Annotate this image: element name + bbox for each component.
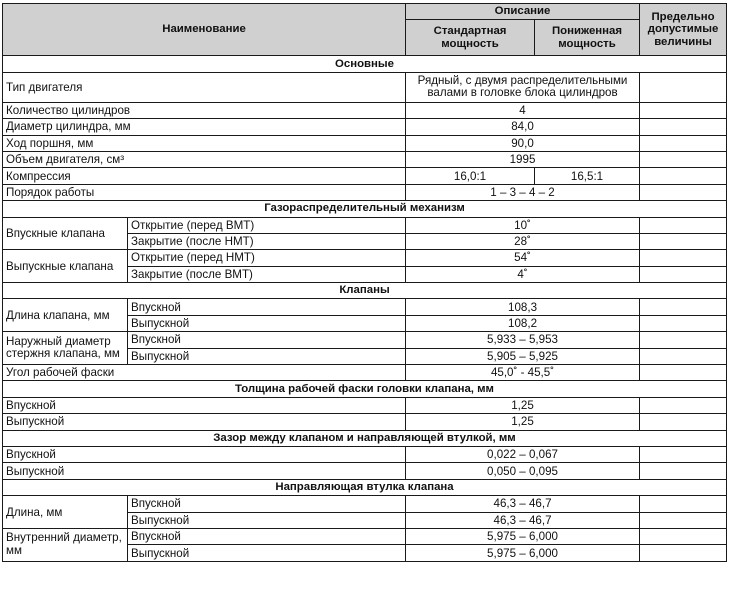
section-row xyxy=(3,430,727,446)
displacement-value: 1995 xyxy=(406,151,640,167)
header-reduced-power: Пониженная мощность xyxy=(535,20,640,56)
table-row xyxy=(3,135,727,151)
compression-reduced: 16,5:1 xyxy=(535,168,640,184)
limit-cell xyxy=(640,496,727,512)
compression-label: Компрессия xyxy=(3,168,406,184)
guide-inner-exhaust-value: 5,975 – 6,000 xyxy=(406,545,640,561)
firing-order-value: 1 – 3 – 4 – 2 xyxy=(406,184,640,200)
limit-cell xyxy=(640,414,727,430)
facet-angle-label: Угол рабочей фаски xyxy=(3,365,406,381)
table-row xyxy=(3,414,727,430)
table-row xyxy=(3,528,727,544)
guide-length-exhaust-value: 46,3 – 46,7 xyxy=(406,512,640,528)
displacement-label: Объем двигателя, см³ xyxy=(3,151,406,167)
limit-cell xyxy=(640,233,727,249)
limit-cell xyxy=(640,545,727,561)
table-row xyxy=(3,72,727,102)
section-row xyxy=(3,201,727,217)
valve-stem-intake-value: 5,933 – 5,953 xyxy=(406,332,640,348)
limit-cell xyxy=(640,266,727,282)
valve-stem-label: Наружный диаметр стержня клапана, мм xyxy=(3,332,128,365)
limit-cell xyxy=(640,250,727,266)
guide-length-label: Длина, мм xyxy=(3,496,128,529)
limit-cell xyxy=(640,102,727,118)
guide-length-exhaust-label: Выпускной xyxy=(128,512,406,528)
table-row xyxy=(3,397,727,413)
clearance-intake-label: Впускной xyxy=(3,446,406,462)
limit-cell xyxy=(640,299,727,315)
limit-cell xyxy=(640,348,727,364)
header-description: Описание xyxy=(406,4,640,20)
limit-cell xyxy=(640,151,727,167)
intake-open-label: Открытие (перед ВМТ) xyxy=(128,217,406,233)
valve-stem-exhaust-value: 5,905 – 5,925 xyxy=(406,348,640,364)
guide-inner-exhaust-label: Выпускной xyxy=(128,545,406,561)
intake-valves-label: Впускные клапана xyxy=(3,217,128,250)
limit-cell xyxy=(640,397,727,413)
guide-inner-intake-label: Впускной xyxy=(128,528,406,544)
valve-length-exhaust-value: 108,2 xyxy=(406,315,640,331)
cylinders-value: 4 xyxy=(406,102,640,118)
table-row xyxy=(3,250,727,266)
valve-length-intake-label: Впускной xyxy=(128,299,406,315)
facet-angle-value: 45,0˚ - 45,5˚ xyxy=(406,365,640,381)
header-name: Наименование xyxy=(3,4,406,56)
exhaust-close-label: Закрытие (после ВМТ) xyxy=(128,266,406,282)
table-row xyxy=(3,332,727,348)
bore-label: Диаметр цилиндра, мм xyxy=(3,119,406,135)
stroke-value: 90,0 xyxy=(406,135,640,151)
limit-cell xyxy=(640,512,727,528)
intake-close-value: 28˚ xyxy=(406,233,640,249)
limit-cell xyxy=(640,184,727,200)
stroke-label: Ход поршня, мм xyxy=(3,135,406,151)
limit-cell xyxy=(640,217,727,233)
section-row xyxy=(3,381,727,397)
header-row xyxy=(3,4,727,20)
limit-cell xyxy=(640,119,727,135)
table-row xyxy=(3,217,727,233)
section-facet: Толщина рабочей фаски головки клапана, мм xyxy=(3,381,727,397)
exhaust-open-label: Открытие (перед НМТ) xyxy=(128,250,406,266)
limit-cell xyxy=(640,72,727,102)
facet-exhaust-value: 1,25 xyxy=(406,414,640,430)
guide-length-intake-value: 46,3 – 46,7 xyxy=(406,496,640,512)
header-standard-power: Стандартная мощность xyxy=(406,20,535,56)
section-clearance: Зазор между клапаном и направляющей втулкой, мм xyxy=(3,430,727,446)
table-row xyxy=(3,102,727,118)
table-row xyxy=(3,496,727,512)
table-row xyxy=(3,184,727,200)
facet-intake-label: Впускной xyxy=(3,397,406,413)
table-row xyxy=(3,463,727,479)
clearance-exhaust-label: Выпускной xyxy=(3,463,406,479)
valve-stem-intake-label: Впускной xyxy=(128,332,406,348)
limit-cell xyxy=(640,135,727,151)
cylinders-label: Количество цилиндров xyxy=(3,102,406,118)
table-row xyxy=(3,151,727,167)
section-row xyxy=(3,283,727,299)
table-row xyxy=(3,365,727,381)
section-timing: Газораспределительный механизм xyxy=(3,201,727,217)
exhaust-close-value: 4˚ xyxy=(406,266,640,282)
section-row xyxy=(3,479,727,495)
limit-cell xyxy=(640,528,727,544)
guide-inner-label: Внутренний диаметр, мм xyxy=(3,528,128,561)
limit-cell xyxy=(640,365,727,381)
engine-type-label: Тип двигателя xyxy=(3,72,406,102)
valve-length-exhaust-label: Выпускной xyxy=(128,315,406,331)
firing-order-label: Порядок работы xyxy=(3,184,406,200)
exhaust-open-value: 54˚ xyxy=(406,250,640,266)
limit-cell xyxy=(640,315,727,331)
engine-specs-table xyxy=(2,3,727,562)
section-main: Основные xyxy=(3,56,727,72)
engine-type-value: Рядный, с двумя распределительными валами в головке блока цилиндров xyxy=(406,72,640,102)
limit-cell xyxy=(640,168,727,184)
intake-close-label: Закрытие (после НМТ) xyxy=(128,233,406,249)
guide-length-intake-label: Впускной xyxy=(128,496,406,512)
valve-stem-exhaust-label: Выпускной xyxy=(128,348,406,364)
exhaust-valves-label: Выпускные клапана xyxy=(3,250,128,283)
clearance-intake-value: 0,022 – 0,067 xyxy=(406,446,640,462)
section-valves: Клапаны xyxy=(3,283,727,299)
valve-length-intake-value: 108,3 xyxy=(406,299,640,315)
table-row xyxy=(3,168,727,184)
limit-cell xyxy=(640,446,727,462)
section-row xyxy=(3,56,727,72)
clearance-exhaust-value: 0,050 – 0,095 xyxy=(406,463,640,479)
limit-cell xyxy=(640,332,727,348)
bore-value: 84,0 xyxy=(406,119,640,135)
table-row xyxy=(3,299,727,315)
header-limits: Предельно допустимые величины xyxy=(640,4,727,56)
table-row xyxy=(3,119,727,135)
limit-cell xyxy=(640,463,727,479)
compression-standard: 16,0:1 xyxy=(406,168,535,184)
guide-inner-intake-value: 5,975 – 6,000 xyxy=(406,528,640,544)
intake-open-value: 10˚ xyxy=(406,217,640,233)
facet-exhaust-label: Выпускной xyxy=(3,414,406,430)
section-guide: Направляющая втулка клапана xyxy=(3,479,727,495)
table-row xyxy=(3,446,727,462)
valve-length-label: Длина клапана, мм xyxy=(3,299,128,332)
facet-intake-value: 1,25 xyxy=(406,397,640,413)
